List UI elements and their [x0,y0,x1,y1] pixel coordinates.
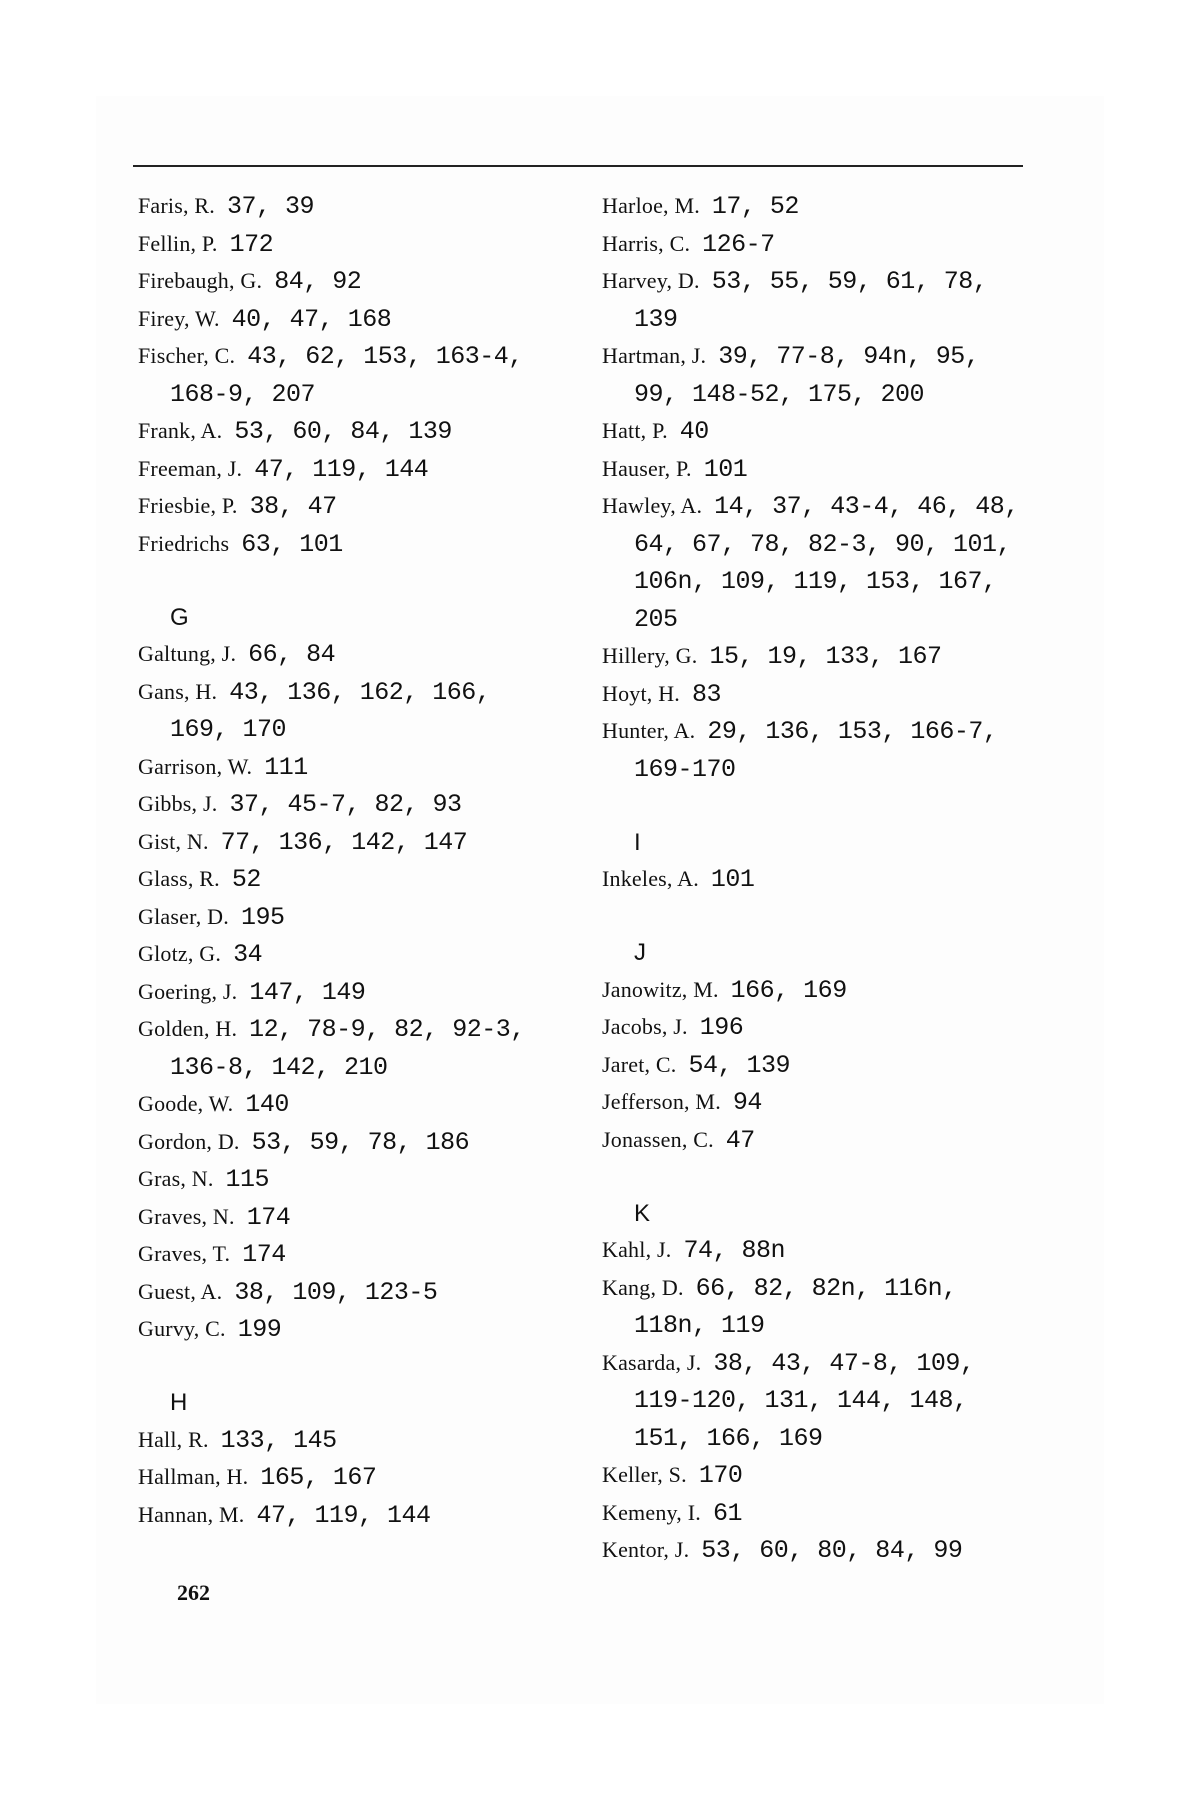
index-entry [602,1084,1030,1122]
index-entry-name: Kang, D. [602,1274,684,1300]
index-entry-name: Jefferson, M. [602,1089,721,1114]
index-entry-pages: 174 [246,1202,291,1232]
index-entry [138,188,558,226]
index-entry [602,1532,1030,1570]
index-entry-name: Garrison, W. [138,753,253,779]
index-entry [602,1345,1030,1458]
index-entry-pages: 101 [710,865,755,894]
index-entry [138,1274,558,1312]
index-entry-name: Glass, R. [138,866,220,891]
index-entry-name: Harloe, M. [602,193,700,218]
index-entry [138,226,558,264]
index-entry-pages: 43, 62, 153, 163-4, 168-9, 207 [170,342,523,409]
index-entry-pages: 84, 92 [274,267,362,296]
index-entry [602,338,1030,413]
index-entry-name: Goering, J. [138,978,238,1004]
index-entry [138,786,558,824]
index-entry [138,338,558,413]
index-entry-pages: 83 [692,679,722,709]
index-entry [602,226,1030,264]
index-entry-pages: 54, 139 [688,1050,791,1080]
index-entry [602,1232,1030,1270]
index-entry [138,1422,558,1460]
index-entry-pages: 47 [725,1125,755,1155]
index-entry-pages: 61 [712,1498,742,1528]
index-entry-pages: 133, 145 [220,1425,337,1455]
index-entry-pages: 39, 77-8, 94n, 95, 99, 148-52, 175, 200 [634,342,980,409]
index-entry [138,1086,558,1124]
index-entry-name: Kasarda, J. [602,1349,702,1375]
header-rule [133,165,1023,167]
index-entry [138,936,558,974]
section-heading: H [170,1389,188,1416]
index-entry-pages: 66, 84 [248,640,336,669]
index-entry-pages: 17, 52 [711,192,799,221]
index-entry [138,824,558,862]
index-entry [602,488,1030,638]
index-entry-name: Gibbs, J. [138,791,218,816]
index-entry-pages: 172 [229,229,274,259]
index-entry-name: Kahl, J. [602,1237,672,1262]
section-heading: J [634,939,646,966]
index-entry-name: Glotz, G. [138,941,222,966]
index-entry [138,1011,558,1086]
index-entry-pages: 37, 39 [226,192,314,221]
index-entry-name: Jaret, C. [602,1051,677,1077]
index-entry-pages: 126-7 [702,229,775,259]
index-entry [602,1009,1030,1047]
index-entry-pages: 94 [732,1088,762,1117]
index-entry-pages: 38, 47 [249,492,337,521]
index-entry [138,674,558,749]
index-entry-name: Hillery, G. [602,643,698,668]
index-entry-pages: 47, 119, 144 [254,454,429,484]
index-entry [138,1124,558,1162]
index-entry-name: Goode, W. [138,1091,234,1116]
index-entry [138,899,558,937]
index-column-right [602,188,1030,1570]
index-entry [602,1495,1030,1533]
index-entry-name: Gans, H. [138,678,218,704]
index-entry-name: Harris, C. [602,230,691,256]
index-entry-name: Jonassen, C. [602,1126,714,1152]
index-entry-pages: 15, 19, 133, 167 [709,642,942,671]
index-entry-pages: 101 [703,454,748,484]
index-entry-name: Gordon, D. [138,1128,240,1154]
index-entry [602,1270,1030,1345]
index-entry-pages: 199 [237,1315,282,1344]
section-heading: K [634,1199,651,1227]
index-entry [602,1047,1030,1085]
index-entry [138,861,558,899]
index-entry [602,263,1030,338]
index-entry-pages: 140 [245,1090,289,1119]
index-entry-name: Golden, H. [138,1016,238,1041]
index-entry [602,1122,1030,1160]
index-entry-name: Hallman, H. [138,1464,249,1489]
index-entry-name: Faris, R. [138,193,215,218]
index-entry-name: Inkeles, A. [602,866,699,891]
index-entry [138,526,558,564]
index-entry-name: Jacobs, J. [602,1014,688,1039]
index-entry [602,713,1030,788]
index-entry-name: Fischer, C. [138,343,236,368]
index-entry-pages: 29, 136, 153, 166-7, 169-170 [634,717,998,784]
index-entry [138,636,558,674]
index-entry-pages: 66, 82, 82n, 116n, 118n, 119 [634,1273,957,1340]
page-number: 262 [177,1580,210,1605]
index-entry-pages: 195 [240,902,285,932]
index-entry-name: Hannan, M. [138,1501,245,1527]
index-entry-pages: 74, 88n [683,1236,785,1265]
index-entry-name: Janowitz, M. [602,976,719,1002]
index-entry [602,861,1030,899]
index-entry [138,1311,558,1349]
index-entry-pages: 38, 43, 47-8, 109, 119-120, 131, 144, 148, 151, 166, 169 [634,1348,975,1453]
index-entry-pages: 53, 60, 80, 84, 99 [701,1536,963,1565]
index-entry [138,1459,558,1497]
index-entry-name: Glaser, D. [138,903,229,929]
index-entry-pages: 111 [264,752,308,782]
index-entry-pages: 77, 136, 142, 147 [220,827,468,857]
index-entry-pages: 37, 45-7, 82, 93 [229,790,462,819]
index-entry-pages: 53, 59, 78, 186 [251,1127,470,1157]
index-entry-name: Kemeny, I. [602,1499,701,1525]
index-entry-pages: 53, 55, 59, 61, 78, 139 [634,267,988,334]
index-entry-name: Guest, A. [138,1278,223,1304]
index-entry [602,972,1030,1010]
section-heading: G [170,603,189,631]
index-entry-name: Friesbie, P. [138,493,238,518]
index-entry [602,676,1030,714]
index-entry [602,638,1030,676]
index-entry-pages: 34 [233,940,263,969]
index-entry-name: Gurvy, C. [138,1316,226,1341]
index-entry-name: Frank, A. [138,418,223,443]
index-entry [138,1199,558,1237]
index-entry-name: Gist, N. [138,828,209,854]
index-entry-name: Hall, R. [138,1426,209,1452]
index-entry-name: Hartman, J. [602,343,707,368]
index-entry [138,263,558,301]
index-entry-pages: 115 [225,1165,270,1194]
index-entry-name: Harvey, D. [602,268,700,293]
index-entry [138,1161,558,1199]
index-entry-name: Gras, N. [138,1166,214,1191]
index-entry [138,974,558,1012]
index-entry-pages: 166, 169 [730,975,847,1005]
index-entry-name: Freeman, J. [138,455,243,481]
index-entry-name: Keller, S. [602,1462,687,1487]
index-entry-pages: 12, 78-9, 82, 92-3, 136-8, 142, 210 [170,1015,525,1082]
index-entry-pages: 63, 101 [241,529,343,559]
index-entry-pages: 52 [231,865,261,894]
index-entry-pages: 47, 119, 144 [256,1500,431,1530]
index-entry-pages: 14, 37, 43-4, 46, 48, 64, 67, 78, 82-3, 90, 101, 106n, 109, 119, 153, 167, 205 [634,492,1019,634]
index-entry [602,413,1030,451]
index-entry-pages: 40, 47, 168 [231,304,392,334]
index-entry [138,301,558,339]
index-entry-pages: 38, 109, 123-5 [234,1277,438,1307]
index-entry-pages: 43, 136, 162, 166, 169, 170 [170,677,491,744]
index-entry [138,1236,558,1274]
index-entry-pages: 147, 149 [249,977,366,1007]
index-entry-pages: 53, 60, 84, 139 [234,417,452,446]
index-entry-pages: 40 [679,417,709,446]
index-entry [138,1497,558,1535]
index-entry-pages: 165, 167 [260,1463,377,1492]
index-entry-name: Fellin, P. [138,230,218,256]
index-entry-name: Hoyt, H. [602,680,680,706]
index-entry-name: Friedrichs [138,530,230,556]
index-entry [138,488,558,526]
index-entry-name: Graves, T. [138,1241,231,1266]
index-entry [602,451,1030,489]
section-heading: I [634,828,641,856]
index-entry-name: Hauser, P. [602,455,692,481]
index-entry-name: Galtung, J. [138,641,237,666]
index-entry-name: Graves, N. [138,1203,235,1229]
index-entry-name: Firebaugh, G. [138,268,263,293]
index-entry [138,749,558,787]
index-entry [138,451,558,489]
index-entry [602,1457,1030,1495]
index-entry-pages: 196 [699,1013,744,1042]
index-entry-name: Hawley, A. [602,493,703,518]
index-entry [138,413,558,451]
index-entry-pages: 170 [698,1461,743,1490]
index-entry-name: Hunter, A. [602,718,696,743]
index-column-left [138,188,558,1534]
index-entry-name: Kentor, J. [602,1537,690,1562]
index-entry-pages: 174 [242,1240,286,1269]
index-entry-name: Firey, W. [138,305,220,331]
index-entry [602,188,1030,226]
index-entry-name: Hatt, P. [602,418,668,443]
